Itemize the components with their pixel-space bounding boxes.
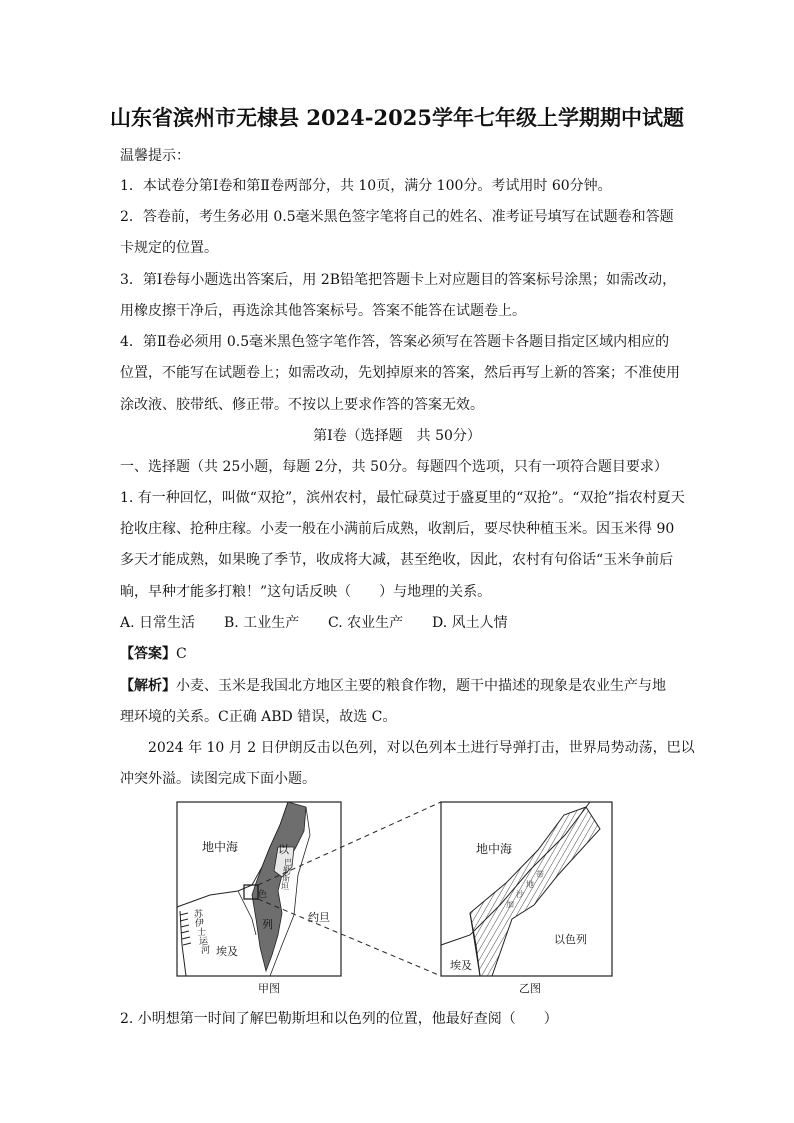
material-line: 冲突外溢。读图完成下面小题。	[120, 771, 316, 787]
label-israel-1: 以	[278, 843, 289, 856]
label-israel-3: 列	[262, 918, 273, 931]
label-palestine-3: 斯	[282, 874, 290, 883]
option-c: C. 农业生产	[328, 615, 404, 631]
answer-row	[120, 645, 187, 663]
tip-heading: 温馨提示：	[120, 148, 190, 164]
analysis-text: 理环境的关系。C正确 ABD 错误，故选 C。	[120, 709, 397, 725]
analysis-text: 小麦、玉米是我国北方地区主要的粮食作物，题干中描述的现象是农业生产与地	[176, 678, 666, 694]
label-mediterranean: 地中海	[202, 840, 239, 854]
label-palestine-2: 勒	[283, 866, 291, 875]
analysis-label: 【解析】	[120, 678, 176, 694]
tip-line: 位置，不能写在试题卷上；如需改动，先划掉原来的答案，然后再写上新的答案；不准使用	[120, 365, 680, 381]
option-d: D. 风土人情	[432, 615, 508, 631]
caption-right: 乙图	[519, 982, 541, 995]
tip-line: 用橡皮擦干净后，再选涂其他答案标号。答案不能答在试题卷上。	[120, 303, 526, 319]
label-suez-5: 河	[201, 946, 211, 956]
tip-line: 涂改液、胶带纸、修正带。不按以上要求作答的答案无效。	[120, 397, 484, 413]
question-1-line: 抢收庄稼、抢种庄稼。小麦一般在小满前后成熟，收割后，要尽快种植玉米。因玉米得 90	[120, 521, 675, 537]
question-2: 2. 小明想第一时间了解巴勒斯坦和以色列的位置，他最好查阅（ ）	[120, 1011, 558, 1027]
answer-label: 【答案】	[120, 646, 176, 662]
question-1-line: 多天才能成熟，如果晚了季节，收成将大减，甚至绝收，因此，农村有句俗话“玉米争前后	[120, 552, 674, 568]
label-gaza-3: 地	[526, 880, 534, 889]
label-israel-2: 色	[258, 890, 268, 900]
label-gaza-2: 沙	[516, 890, 524, 899]
map-right	[441, 802, 612, 976]
label-gaza-4: 带	[536, 870, 544, 879]
option-a: A. 日常生活	[120, 615, 196, 631]
caption-left: 甲图	[258, 982, 280, 995]
label-suez-4: 运	[199, 937, 209, 947]
label-jordan: 约旦	[308, 911, 330, 924]
tip-line: 2．答卷前，考生务必用 0.5毫米黑色签字笔将自己的姓名、准考证号填写在试题卷和答题	[120, 209, 674, 225]
analysis-row	[120, 677, 666, 695]
tip-line: 1．本试卷分第Ⅰ卷和第Ⅱ卷两部分，共 10页，满分 100分。考试用时 60分钟。	[120, 178, 612, 194]
tip-line: 3．第Ⅰ卷每小题选出答案后，用 2B铅笔把答题卡上对应题目的答案标号涂黑；如需改动，	[120, 272, 677, 288]
map-figure	[170, 795, 620, 1000]
section-title: 第Ⅰ卷（选择题 共 50分）	[313, 428, 481, 444]
label-suez-2: 伊	[195, 919, 205, 929]
page-title: 山东省滨州市无棣县 2024-2025学年七年级上学期期中试题	[110, 105, 684, 130]
option-b: B. 工业生产	[224, 615, 300, 631]
label-gaza-1: 加	[506, 900, 514, 909]
label-egypt-right: 埃及	[450, 959, 472, 972]
answer-value: C	[176, 646, 187, 662]
label-mediterranean-right: 地中海	[476, 842, 513, 856]
map-left	[177, 802, 341, 976]
question-1-line: 1. 有一种回忆，叫做“双抢”，滨州农村，最忙碌莫过于盛夏里的“双抢”。“双抢”指农村夏天	[120, 490, 685, 506]
label-israel-right: 以色列	[554, 933, 587, 946]
tip-line: 4．第Ⅱ卷必须用 0.5毫米黑色签字笔作答，答案必须写在答题卡各题目指定区域内相应的	[120, 334, 670, 350]
question-1-line: 晌，早种才能多打粮！”这句话反映（ ）与地理的关系。	[120, 584, 492, 600]
part-one-heading: 一、选择题（共 25小题，每题 2分，共 50分。每题四个选项，只有一项符合题目要求）	[120, 459, 668, 475]
label-palestine-4: 坦	[281, 882, 289, 891]
label-egypt: 埃及	[216, 945, 238, 958]
tip-line: 卡规定的位置。	[120, 240, 218, 256]
material-line: 2024 年 10 月 2 日伊朗反击以色列，对以色列本土进行导弹打击，世界局势动荡，巴以	[148, 740, 695, 756]
label-suez-1: 苏	[194, 910, 204, 920]
label-suez-3: 士	[197, 928, 207, 938]
label-palestine-1: 巴	[284, 858, 292, 867]
